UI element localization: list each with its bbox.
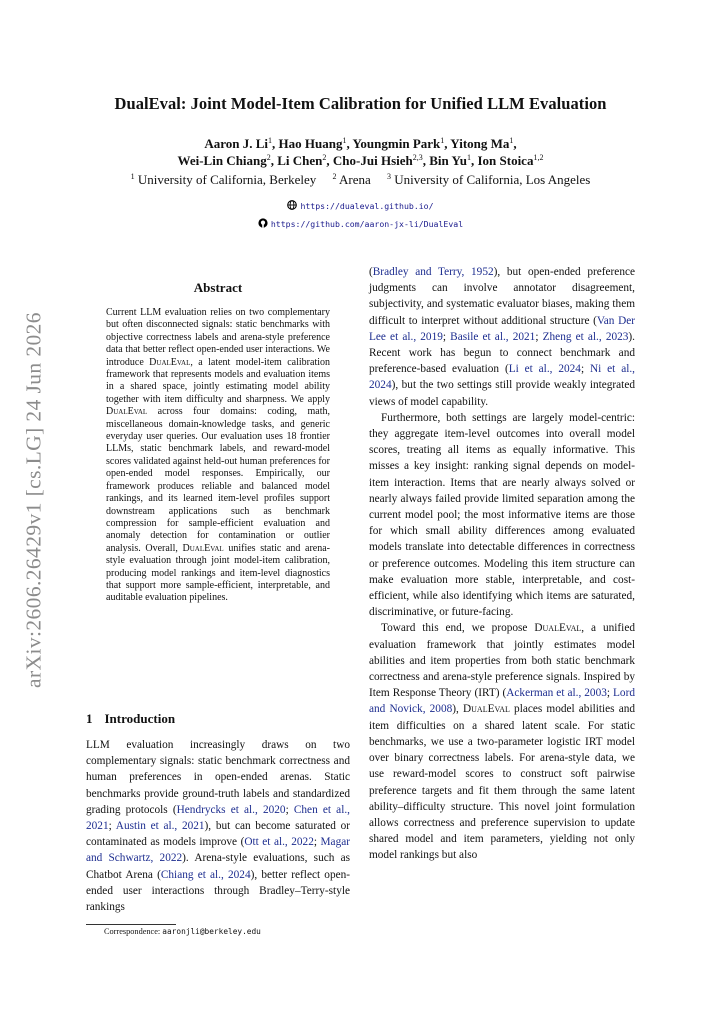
citation-link[interactable]: Ackerman et al., 2003 [506, 687, 607, 700]
affiliation: $^3$ University of California, Los Angeles [387, 172, 591, 187]
author: Wei-Lin Chiang$^2$ [177, 153, 271, 168]
intro-paragraph-1: LLM evaluation increasingly draws on two complementary signals: static benchmark correctness and human preferences in open-ended arenas. Static benchmarks provide ground-truth labels and standardized grading protocols (Hendrycks et al., 2020; Chen et al., 2021; Austin et al., 2021), but can become saturated or contaminated as models improve (Ott et al., 2022; Magar and Schwartz, 2022). Arena-style evaluations, such as Chatbot Arena (Chiang et al., 2024), better reflect open-ended user interactions through Bradley–Terry-style rankings [86, 739, 351, 914]
arxiv-stamp [14, 300, 54, 700]
intro-paragraph-1-cont: (Bradley and Terry, 1952), but open-ended preference judgments can involve annotator disagreement, subjectivity, and systematic evaluator biases, making them difficult to interpret without additional structure (Van Der Lee et al., 2019; Basile et al., 2021; Zheng et al., 2023). Recent work has begun to connect benchmark and preference-based evaluation (Li et al., 2024; Ni et al., 2024), but the two settings still provide weakly integrated views of model capability. [369, 266, 636, 408]
citation-link[interactable]: Magar and Schwartz, 2022 [86, 836, 350, 865]
github-icon [258, 218, 268, 230]
author: Li Chen$^2$ [277, 153, 327, 168]
affiliation: $^2$ Arena [332, 172, 371, 187]
footnote: Correspondence: aaronjli@berkeley.edu [104, 927, 261, 936]
author: Bin Yu$^1$ [429, 153, 471, 168]
right-column [369, 264, 635, 864]
citation-link[interactable]: Bradley and Terry, 1952 [372, 266, 494, 278]
paper-title: DualEval: Joint Model-Item Calibration for Unified LLM Evaluation [114, 94, 607, 113]
citation-link[interactable]: Zheng et al., 2023 [542, 330, 629, 343]
abstract-heading: Abstract [193, 280, 243, 295]
github-link[interactable]: https://github.com/aaron-jx-li/DualEval [270, 219, 464, 229]
intro-paragraph-2: Furthermore, both settings are largely model-centric: they aggregate item-level outcomes into overall model scores, treating all items as equally informative. This misses a key insight: ranking signal depends on model-item interaction. Items that are nearly always solved or nearly always failed provide limited separation among the current model pool; the most informative items are those for which small ability differences among evaluated models translate into detectable differences in correctness or preference outcomes. Modeling this item structure can make evaluation more stable, interpretable, and cost-efficient, while also identifying which items are saturated, discriminative, or future-facing. [369, 411, 635, 619]
globe-icon [287, 200, 297, 212]
intro-paragraph-3: Toward this end, we propose DualEval, a unified evaluation framework that jointly estimates model abilities and item properties from both static benchmark correctness and arena-style preference signals. Inspired by Item Response Theory (IRT) (Ackerman et al., 2003; Lord and Novick, 2008), DualEval places model abilities and item difficulties on a shared latent scale. For static benchmarks, we use a two-parameter logistic IRT model over binary correctness labels. For arena-style data, we use reward-model scores to construct soft pairwise preference targets and fit them through the same latent ability–difficulty structure. This novel joint formulation allows correctness and preference supervision to update shared model and item parameters, yielding not only model rankings but also [369, 622, 635, 862]
author: Cho-Jui Hsieh$^{2,3}$ [332, 153, 423, 168]
citation-link[interactable]: Van Der Lee et al., 2019 [369, 314, 636, 343]
citation-link[interactable]: Lord and Novick, 2008 [369, 687, 635, 716]
abstract-body: Current LLM evaluation relies on two complementary but often disconnected signals: static benchmarks with objective correctness labels and arena-style preference data that better reflect open-ended user interactions. We introduce DualEval, a latent model-item calibration framework that represents models and evaluation items in a shared space, jointly estimating model ability together with item difficulty and sharpness. We apply DualEval across four domains: coding, math, miscellaneous domain-knowledge tasks, and generic everyday user queries. Our evaluation uses 18 frontier LLMs, static benchmark labels, and reward-model scores validated against held-out human preferences for open-ended model responses. Empirically, our framework produces reliable and balanced model rankings, and its learned item-level profiles support downstream applications such as benchmark compression for sample-efficient evaluation and anomaly detection for contamination or outlier analysis. Overall, DualEval unifies static and arena-style evaluation through joint model-item calibration, producing model rankings and item-level diagnostics that support more sample-efficient, interpretable, and auditable evaluation pipelines. [106, 307, 331, 604]
footnote-rule [86, 924, 176, 925]
citation-link[interactable]: Basile et al., 2021 [450, 330, 536, 343]
author: Yitong Ma$^1$ [450, 136, 514, 151]
email-link[interactable]: aaronjli@berkeley.edu [162, 927, 261, 936]
citation-link[interactable]: Ott et al., 2022 [244, 836, 314, 849]
author: Youngmin Park$^1$ [352, 136, 445, 151]
website-link-row [0, 200, 721, 212]
arxiv-id: arXiv:2606.26429v1 [cs.LG] 24 Jun 2026 [21, 312, 46, 688]
affiliations [0, 172, 721, 188]
citation-link[interactable]: Austin et al., 2021 [115, 820, 205, 833]
citation-link[interactable]: Chen et al., 2021 [86, 803, 350, 833]
affiliation: $^1$ University of California, Berkeley [130, 172, 317, 187]
citation-link[interactable]: Chiang et al., 2024 [160, 868, 251, 881]
author: Ion Stoica$^{1,2}$ [477, 153, 544, 168]
website-link[interactable]: https://dualeval.github.io/ [300, 201, 434, 211]
author-line-2: Wei-Lin Chiang$^2$, Li Chen$^2$, Cho-Jui Hsieh$^{2,3}$, Bin Yu$^1$, Ion Stoica$^{1,2}$ [177, 153, 544, 168]
author: Hao Huang$^1$ [278, 136, 347, 151]
github-link-row [0, 218, 721, 230]
author: Aaron J. Li$^1$ [204, 136, 273, 151]
citation-link[interactable]: Li et al., 2024 [508, 363, 581, 376]
author-line-1: Aaron J. Li$^1$, Hao Huang$^1$, Youngmin Park$^1$, Yitong Ma$^1$, [204, 136, 517, 151]
section-heading: 1 Introduction [86, 711, 176, 726]
citation-link[interactable]: Hendrycks et al., 2020 [176, 803, 286, 816]
citation-link[interactable]: Ni et al., 2024 [369, 363, 635, 392]
